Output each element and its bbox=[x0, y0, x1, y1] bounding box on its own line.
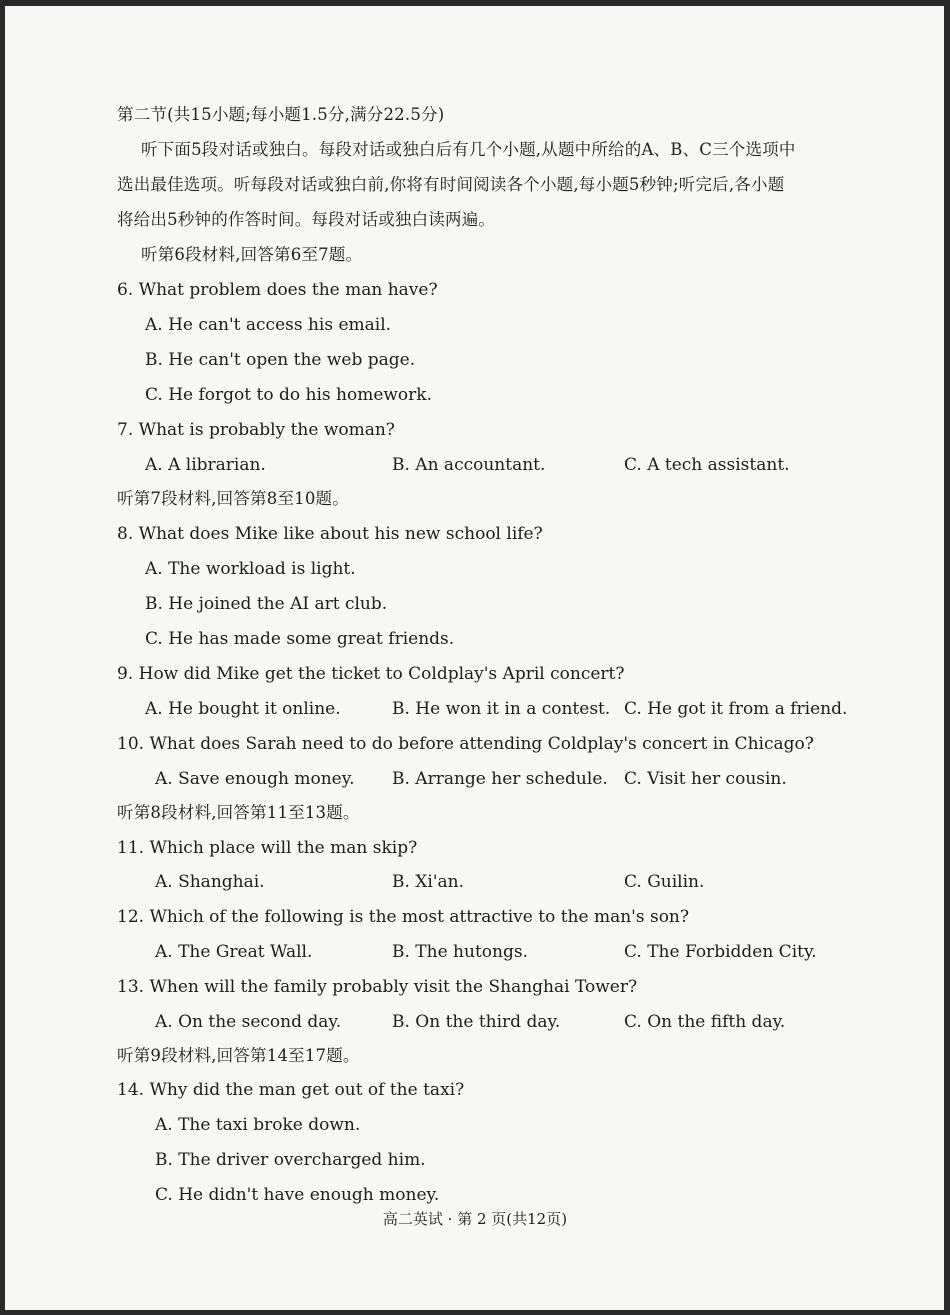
group-heading-8: 听第8段材料,回答第11至13题。 bbox=[117, 803, 360, 822]
instructions-line-2: 选出最佳选项。听每段对话或独白前,你将有时间阅读各个小题,每小题5秒钟;听完后,各小题 bbox=[117, 175, 785, 194]
question-12-stem: 12. Which of the following is the most attractive to the man's son? bbox=[117, 907, 689, 927]
question-13-stem: 13. When will the family probably visit the Shanghai Tower? bbox=[117, 977, 638, 997]
question-9-option-c: C. He got it from a friend. bbox=[624, 699, 848, 719]
question-12-option-b: B. The hutongs. bbox=[392, 942, 528, 962]
question-14-option-b: B. The driver overcharged him. bbox=[155, 1150, 426, 1170]
group-heading-6: 听第6段材料,回答第6至7题。 bbox=[141, 245, 363, 264]
question-8-stem: 8. What does Mike like about his new school life? bbox=[117, 524, 543, 544]
instructions-line-3: 将给出5秒钟的作答时间。每段对话或独白读两遍。 bbox=[117, 210, 496, 229]
question-9-option-a: A. He bought it online. bbox=[145, 699, 341, 719]
question-10-option-a: A. Save enough money. bbox=[155, 769, 355, 789]
question-14-option-a: A. The taxi broke down. bbox=[155, 1115, 361, 1135]
question-13-option-a: A. On the second day. bbox=[155, 1012, 342, 1032]
question-9-option-b: B. He won it in a contest. bbox=[392, 699, 611, 719]
scan-border-right bbox=[944, 0, 950, 1315]
scan-border-bottom bbox=[0, 1310, 950, 1315]
question-8-option-a: A. The workload is light. bbox=[145, 559, 356, 579]
question-14-stem: 14. Why did the man get out of the taxi? bbox=[117, 1080, 465, 1100]
question-13-option-c: C. On the fifth day. bbox=[624, 1012, 786, 1032]
question-7-stem: 7. What is probably the woman? bbox=[117, 420, 395, 440]
page-footer: 高二英试 · 第 2 页(共12页) bbox=[382, 1210, 568, 1228]
section-header: 第二节(共15小题;每小题1.5分,满分22.5分) bbox=[117, 105, 445, 124]
question-6-option-a: A. He can't access his email. bbox=[145, 315, 392, 335]
instructions-line-1: 听下面5段对话或独白。每段对话或独白后有几个小题,从题中所给的A、B、C三个选项中 bbox=[141, 140, 796, 159]
question-7-option-c: C. A tech assistant. bbox=[624, 455, 790, 475]
question-10-option-b: B. Arrange her schedule. bbox=[392, 769, 608, 789]
group-heading-7: 听第7段材料,回答第8至10题。 bbox=[117, 489, 349, 508]
question-11-option-a: A. Shanghai. bbox=[155, 872, 265, 892]
group-heading-9: 听第9段材料,回答第14至17题。 bbox=[117, 1046, 360, 1065]
question-8-option-c: C. He has made some great friends. bbox=[145, 629, 455, 649]
question-7-option-a: A. A librarian. bbox=[145, 455, 266, 475]
question-6-option-c: C. He forgot to do his homework. bbox=[145, 385, 432, 405]
question-11-stem: 11. Which place will the man skip? bbox=[117, 838, 418, 858]
question-6-option-b: B. He can't open the web page. bbox=[145, 350, 416, 370]
scan-border-left bbox=[0, 0, 5, 1315]
question-10-stem: 10. What does Sarah need to do before attending Coldplay's concert in Chicago? bbox=[117, 734, 814, 754]
question-7-option-b: B. An accountant. bbox=[392, 455, 546, 475]
question-8-option-b: B. He joined the AI art club. bbox=[145, 594, 388, 614]
question-11-option-c: C. Guilin. bbox=[624, 872, 705, 892]
question-10-option-c: C. Visit her cousin. bbox=[624, 769, 787, 789]
question-12-option-a: A. The Great Wall. bbox=[155, 942, 313, 962]
question-13-option-b: B. On the third day. bbox=[392, 1012, 561, 1032]
question-6-stem: 6. What problem does the man have? bbox=[117, 280, 438, 300]
question-9-stem: 9. How did Mike get the ticket to Coldplay's April concert? bbox=[117, 664, 625, 684]
question-14-option-c: C. He didn't have enough money. bbox=[155, 1185, 440, 1205]
scan-border-top bbox=[0, 0, 950, 6]
question-12-option-c: C. The Forbidden City. bbox=[624, 942, 817, 962]
question-11-option-b: B. Xi'an. bbox=[392, 872, 465, 892]
